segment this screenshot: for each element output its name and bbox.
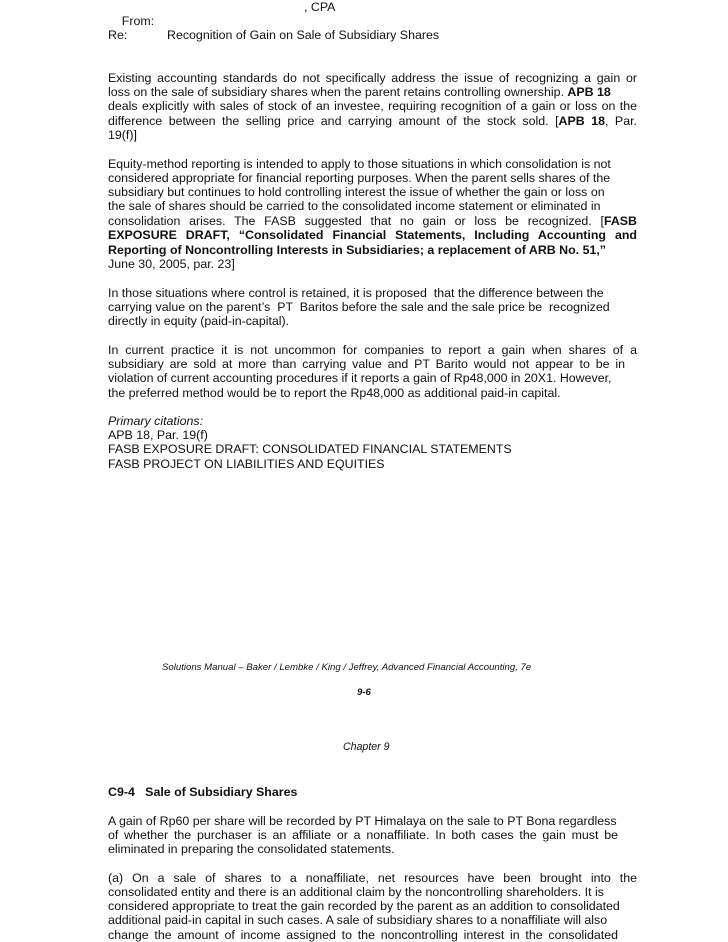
- page-number: 9-6: [357, 687, 371, 698]
- case-p1-line1: A gain of Rp60 per share will be recorded by PT Himalaya on the sale to PT Bona regardless: [108, 814, 617, 828]
- case-heading: C9-4 Sale of Subsidiary Shares: [108, 785, 298, 799]
- citation-item: FASB PROJECT ON LIABILITIES AND EQUITIES: [108, 457, 385, 471]
- para1-line2-text: loss on the sale of subsidiary shares when the parent retains controlling ownership.: [108, 85, 564, 99]
- para4-line4: the preferred method would be to report the Rp48,000 as additional paid-in capital.: [108, 386, 561, 400]
- from-label: From:: [121, 14, 155, 28]
- case-p2-line5: change the amount of income assigned to the noncontrolling interest in the consolidated: [108, 928, 618, 942]
- case-p2-line3: considered appropriate to treat the gain recorded by the parent as an addition to consolidated: [108, 899, 620, 913]
- para3-line2: carrying value on the parent’s PT Baritos before the sale and the sale price be recognized: [108, 300, 610, 314]
- re-value: Recognition of Gain on Sale of Subsidiary Shares: [167, 28, 440, 42]
- para2-line7: Reporting of Noncontrolling Interests in Subsidiaries; a replacement of ARB No. 51,”: [108, 243, 606, 257]
- case-p1-line3: eliminated in preparing the consolidated statements.: [108, 842, 395, 856]
- para1-line4-par: , Par.: [604, 114, 637, 128]
- para4-line1: In current practice it is not uncommon for companies to report a gain when shares of a: [108, 343, 637, 357]
- apb18-citation: APB 18: [558, 114, 605, 128]
- para1-line3: deals explicitly with sales of stock of an investee, requiring recognition of a gain or loss on the: [108, 99, 637, 113]
- chapter-heading: Chapter 9: [343, 741, 390, 753]
- para2-line4: the sale of shares should be carried to the consolidated income statement or eliminated in: [108, 199, 601, 213]
- para4-line2: subsidiary are sold at more than carrying value and PT Barito would not appear to be in: [108, 357, 625, 371]
- para1-line5: 19(f)]: [108, 128, 137, 142]
- para2-line5: [108, 214, 637, 228]
- citation-item: APB 18, Par. 19(f): [108, 428, 208, 442]
- para1-line4: [108, 114, 637, 128]
- para3-line1: In those situations where control is retained, it is proposed that the difference between the: [108, 286, 604, 300]
- para3-line3: directly in equity (paid-in-capital).: [108, 314, 290, 328]
- case-p2-line2: consolidated entity and there is an additional claim by the noncontrolling shareholders. It is: [108, 885, 604, 899]
- citation-item: FASB EXPOSURE DRAFT: CONSOLIDATED FINANCIAL STATEMENTS: [108, 442, 512, 456]
- re-label: Re:: [108, 28, 128, 42]
- para2-line3: subsidiary but continues to hold controlling interest the issue of whether the gain or loss on: [108, 185, 605, 199]
- para2-line8: June 30, 2005, par. 23]: [108, 257, 235, 271]
- case-p2-line1: (a) On a sale of shares to a nonaffiliate, net resources have been brought into the: [108, 871, 637, 885]
- citations-heading: Primary citations:: [108, 414, 204, 428]
- case-p2-line4: additional paid-in capital in such cases. A sale of subsidiary shares to a nonaffiliate will also: [108, 913, 608, 927]
- from-value: , CPA: [304, 0, 336, 14]
- para2-line1: Equity-method reporting is intended to apply to those situations in which consolidation is not: [108, 157, 611, 171]
- para4-line3: violation of current accounting procedures if it reports a gain of Rp48,000 in 20X1. However,: [108, 371, 612, 385]
- para1-line4-text: difference between the selling price and carrying amount of the stock sold. [: [108, 114, 559, 128]
- page-footer: Solutions Manual – Baker / Lembke / King / Jeffrey, Advanced Financial Accounting, 7e: [162, 662, 532, 673]
- para1-line1: Existing accounting standards do not specifically address the issue of recognizing a gain or: [108, 71, 637, 85]
- para2-line6: EXPOSURE DRAFT, “Consolidated Financial Statements, Including Accounting and: [108, 228, 637, 242]
- para1-line2: [108, 85, 611, 99]
- fasb-citation-start: FASB: [603, 214, 637, 228]
- case-p1-line2: of whether the purchaser is an affiliate or a nonaffiliate. In both cases the gain must be: [108, 828, 618, 842]
- para2-line5-text: consolidation arises. The FASB suggested that no gain or loss be recognized. [: [108, 214, 604, 228]
- apb18-ref: APB 18: [567, 85, 611, 99]
- para2-line2: considered appropriate for financial reporting purposes. When the parent sells shares of the: [108, 171, 611, 185]
